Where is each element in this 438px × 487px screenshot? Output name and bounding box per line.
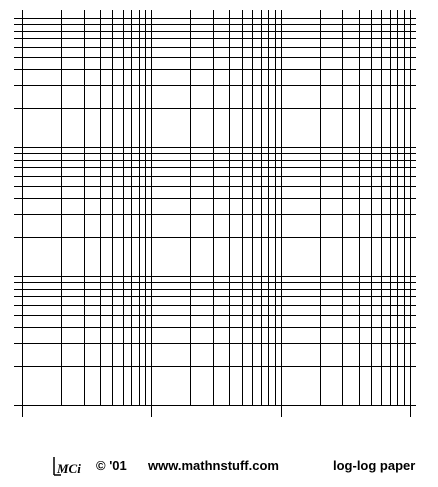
mci-logo-icon bbox=[52, 455, 92, 477]
mci-logo-text: MCi bbox=[57, 461, 81, 476]
mci-logo bbox=[52, 455, 92, 477]
paper-type-label: log-log paper bbox=[333, 458, 416, 473]
horizontal-grid-lines bbox=[14, 19, 416, 406]
website-link[interactable]: www.mathnstuff.com bbox=[148, 458, 279, 473]
copyright-text: © '01 bbox=[96, 458, 127, 473]
cycle-tick-marks bbox=[23, 405, 411, 417]
